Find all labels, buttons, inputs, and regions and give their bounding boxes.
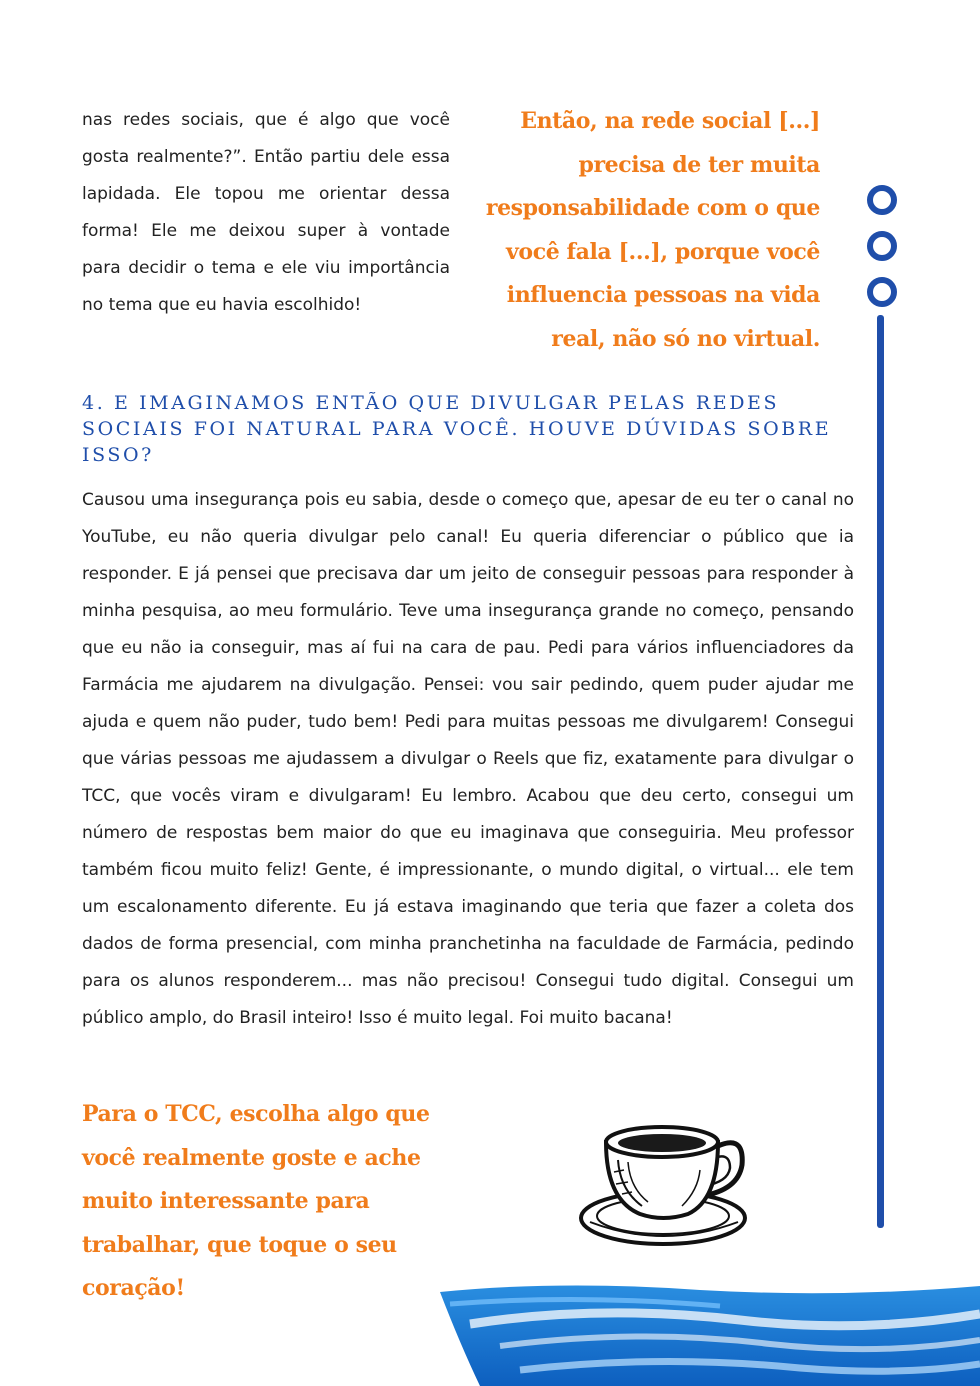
vertical-rule xyxy=(877,315,884,1228)
pull-quote-top: Então, na rede social [...] precisa de ter muita responsabilidade com o que você fala [...], porque você influencia pessoas na vida real, não só no virtual. xyxy=(485,108,820,352)
question-heading: 4. E IMAGINAMOS ENTÃO QUE DIVULGAR PELAS REDES SOCIAIS FOI NATURAL PARA VOCÊ. HOUVE DÚVIDAS SOBRE ISSO? xyxy=(82,392,832,466)
pull-quote-bottom: Para o TCC, escolha algo que você realmente goste e ache muito interessante para trabalhar, que toque o seu coração! xyxy=(82,1101,430,1301)
dot-2 xyxy=(867,231,897,261)
answer-paragraph: Causou uma insegurança pois eu sabia, desde o começo que, apesar de eu ter o canal no YouTube, eu não queria divulgar pelo canal! Eu queria diferenciar o público que ia responder. E já pensei que precisava dar um jeito de conseguir pessoas para responder à minha pesquisa, ao meu formulário. Teve uma insegurança grande no começo, pensando que eu não ia conseguir, mas aí fui na cara de pau. Pedi para vários influenciadores da Farmácia me ajudarem na divulgação. Pensei: vou sair pedindo, quem puder ajudar me ajuda e quem não puder, tudo bem! Pedi para muitas pessoas me divulgarem! Consegui que várias pessoas me ajudassem a divulgar o Reels que fiz, exatamente para divulgar o TCC, que vocês viram e divulgaram! Eu lembro. Acabou que deu certo, consegui um número de respostas bem maior do que eu imaginava que conseguiria. Meu professor também ficou muito feliz! Gente, é impressionante, o mundo digital, o virtual... ele tem um escalonamento diferente. Eu já estava imaginando que teria que fazer a coleta dos dados de forma presencial, com minha pranchetinha na faculdade de Farmácia, pedindo para os alunos responderem... mas não precisou! Consegui tudo digital. Consegui um público amplo, do Brasil inteiro! Isso é muito legal. Foi muito bacana! xyxy=(82,490,854,1028)
intro-paragraph: nas redes sociais, que é algo que você gosta realmente?”. Então partiu dele essa lapidada. Ele topou me orientar dessa forma! Ele me deixou super à vontade para decidir o tema e ele viu importância no tema que eu havia escolhido! xyxy=(82,110,450,315)
coffee-cup-icon xyxy=(570,1110,760,1250)
blue-wave-decoration xyxy=(440,1284,980,1386)
dot-1 xyxy=(867,185,897,215)
dot-3 xyxy=(867,277,897,307)
